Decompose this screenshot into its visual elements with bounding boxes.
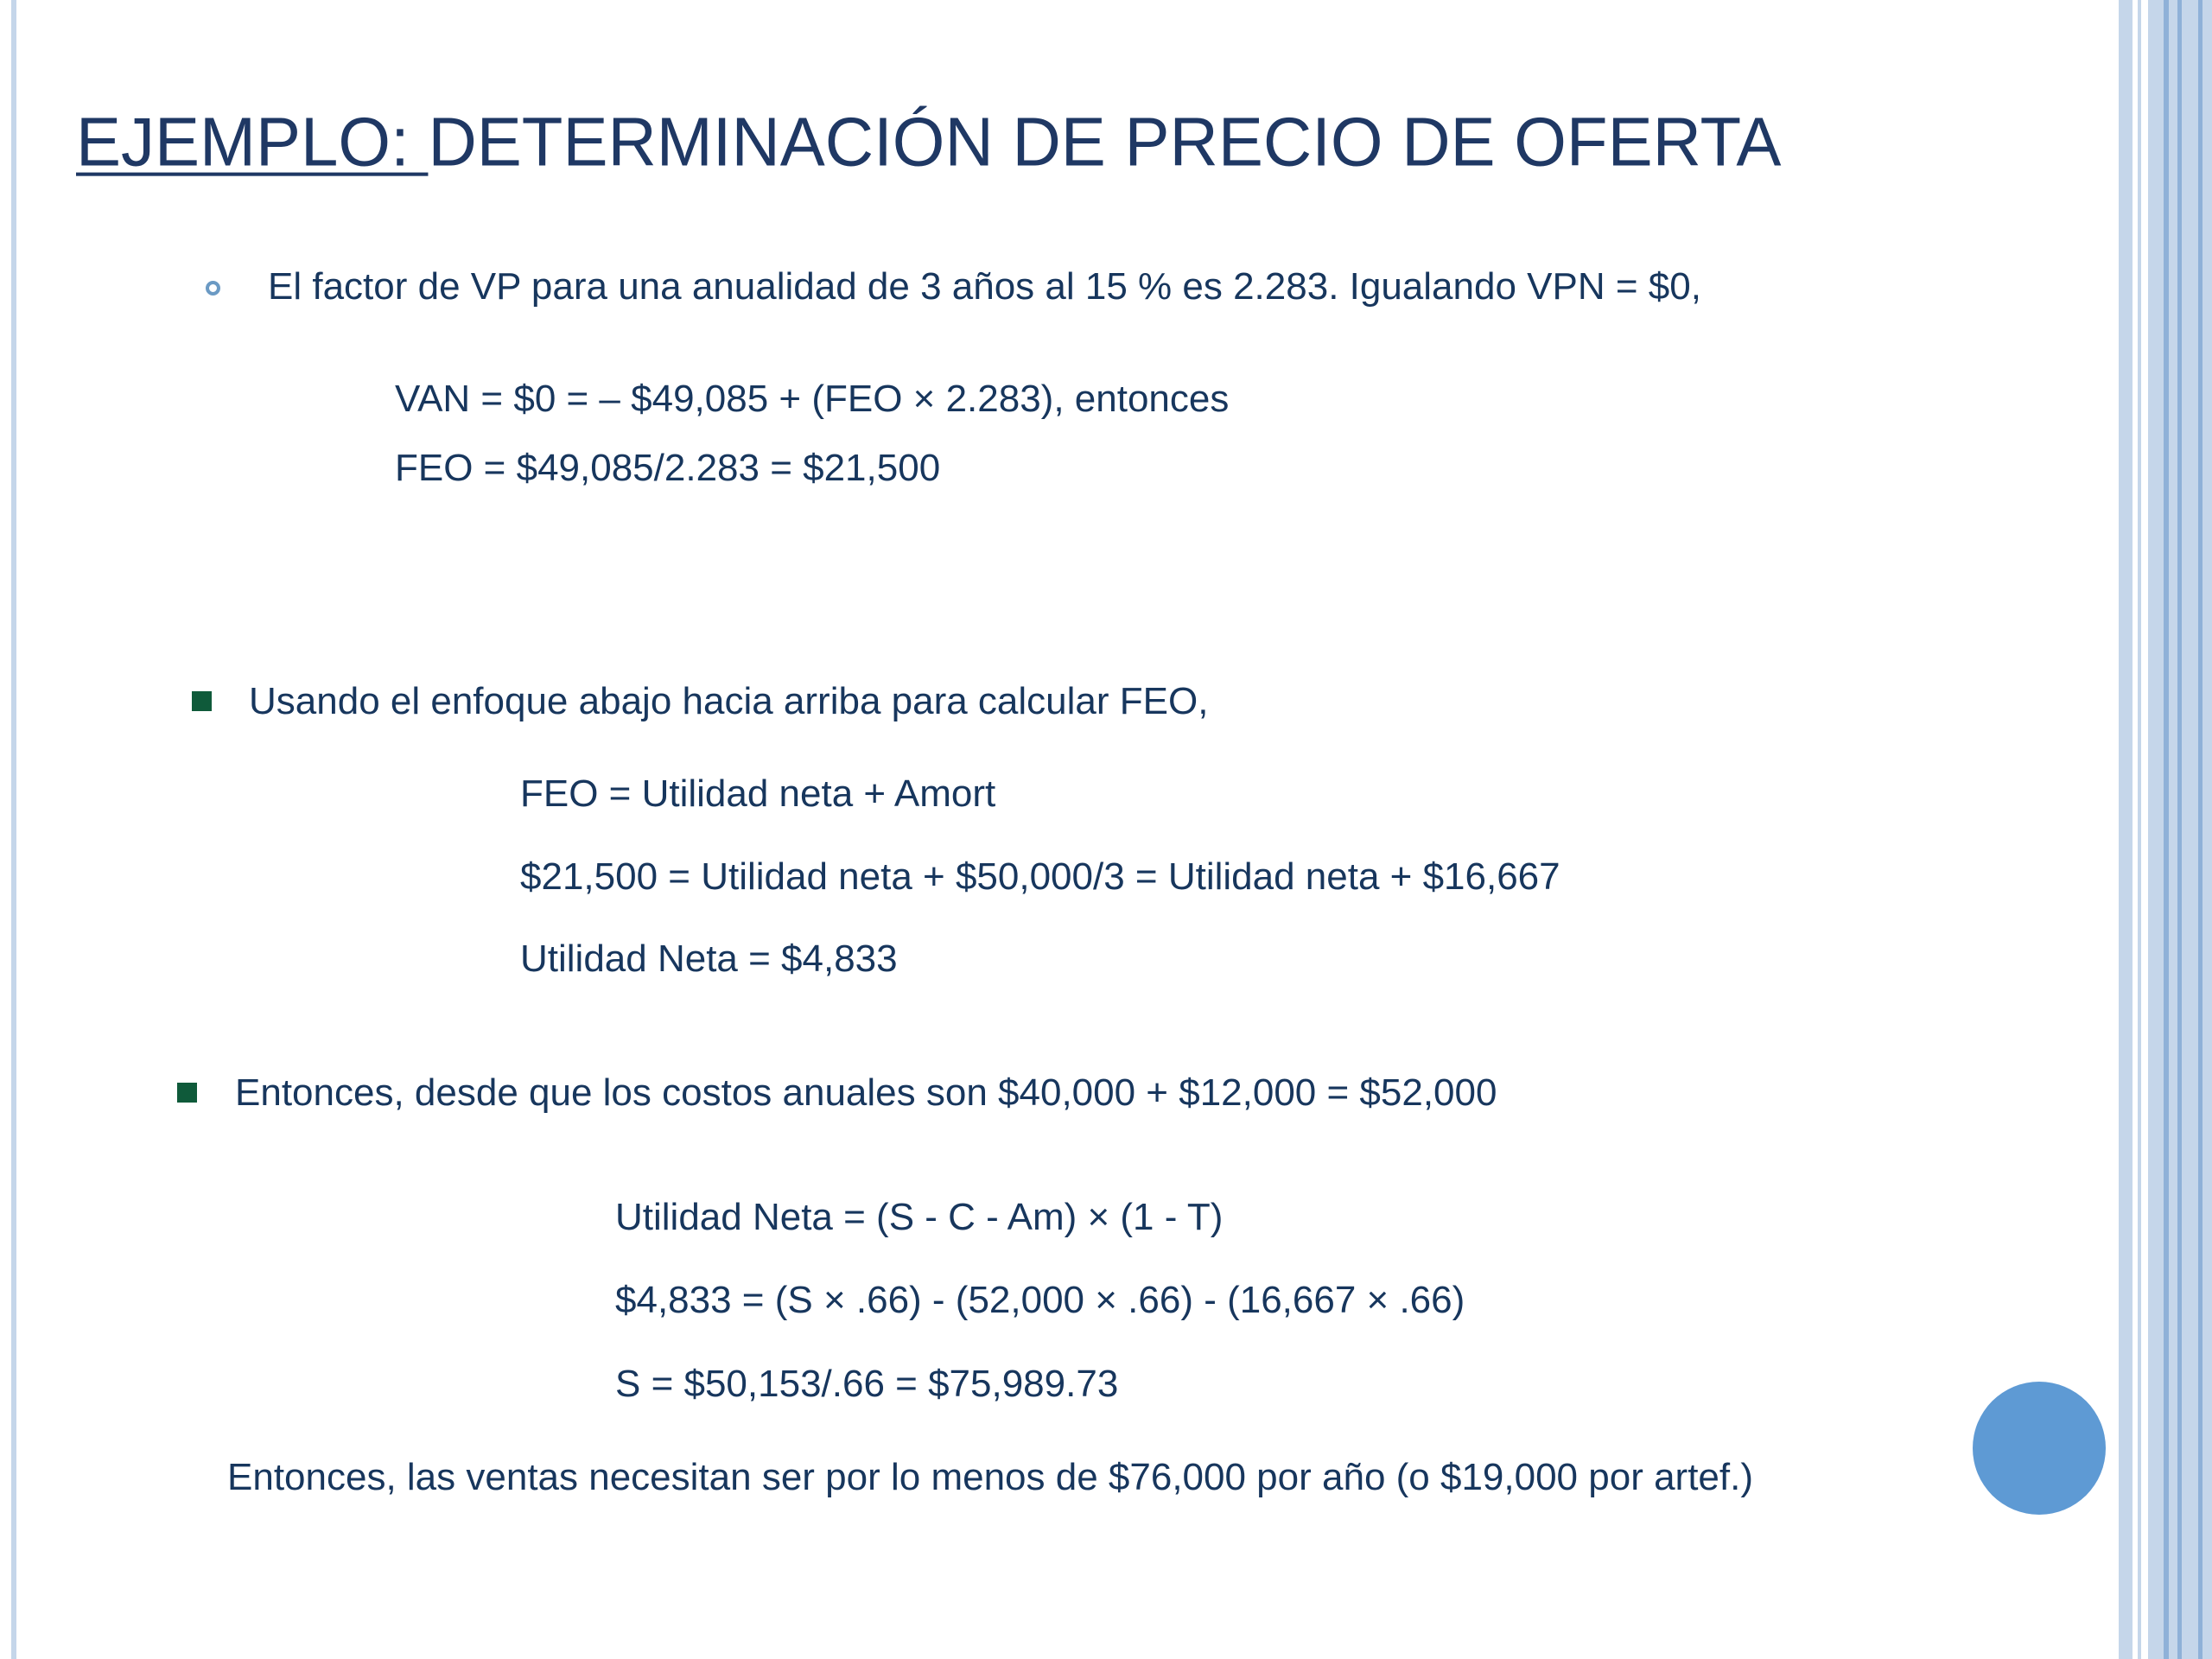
slide-title <box>76 102 1781 182</box>
bullet-3-equation-2: $4,833 = (S × .66) - (52,000 × .66) - (16,667 × .66) <box>615 1279 1465 1321</box>
right-frame-stripe-2 <box>2138 0 2141 1659</box>
bullet-2-text: Usando el enfoque abajo hacia arriba para calcular FEO, <box>249 680 1209 722</box>
right-frame-stripe-5 <box>2169 0 2212 1659</box>
conclusion-text: Entonces, las ventas necesitan ser por lo menos de $76,000 por año (o $19,000 por artef.) <box>227 1456 1753 1498</box>
bullet-2-equation-1: FEO = Utilidad neta + Amort <box>520 772 996 815</box>
bullet-3-equation-3: S = $50,153/.66 = $75,989.73 <box>615 1363 1119 1405</box>
square-bullet-icon <box>177 1083 197 1103</box>
slide-title-rest: DETERMINACIÓN DE PRECIO DE OFERTA <box>428 103 1782 181</box>
left-border-line <box>11 0 16 1659</box>
right-frame-stripe-7 <box>2198 0 2202 1659</box>
bullet-1-equation-2: FEO = $49,085/2.283 = $21,500 <box>395 447 941 489</box>
bullet-3-equation-1: Utilidad Neta = (S - C - Am) × (1 - T) <box>615 1196 1224 1238</box>
bullet-3-text: Entonces, desde que los costos anuales son $40,000 + $12,000 = $52,000 <box>235 1071 1497 1114</box>
bullet-2-equation-3: Utilidad Neta = $4,833 <box>520 938 898 980</box>
right-frame-stripe-3 <box>2148 0 2164 1659</box>
bullet-1-text: El factor de VP para una anualidad de 3 años al 15 % es 2.283. Igualando VPN = $0, <box>268 265 1701 308</box>
circle-bullet-icon <box>206 281 220 296</box>
bullet-2-equation-2: $21,500 = Utilidad neta + $50,000/3 = Utilidad neta + $16,667 <box>520 855 1560 898</box>
decorative-circle <box>1973 1382 2106 1515</box>
bullet-1-equation-1: VAN = $0 = – $49,085 + (FEO × 2.283), entonces <box>395 378 1230 420</box>
slide-title-underlined: EJEMPLO: <box>76 103 429 181</box>
right-frame-stripe-6 <box>2177 0 2182 1659</box>
right-frame-stripe-1 <box>2122 0 2133 1659</box>
square-bullet-icon <box>192 691 212 711</box>
